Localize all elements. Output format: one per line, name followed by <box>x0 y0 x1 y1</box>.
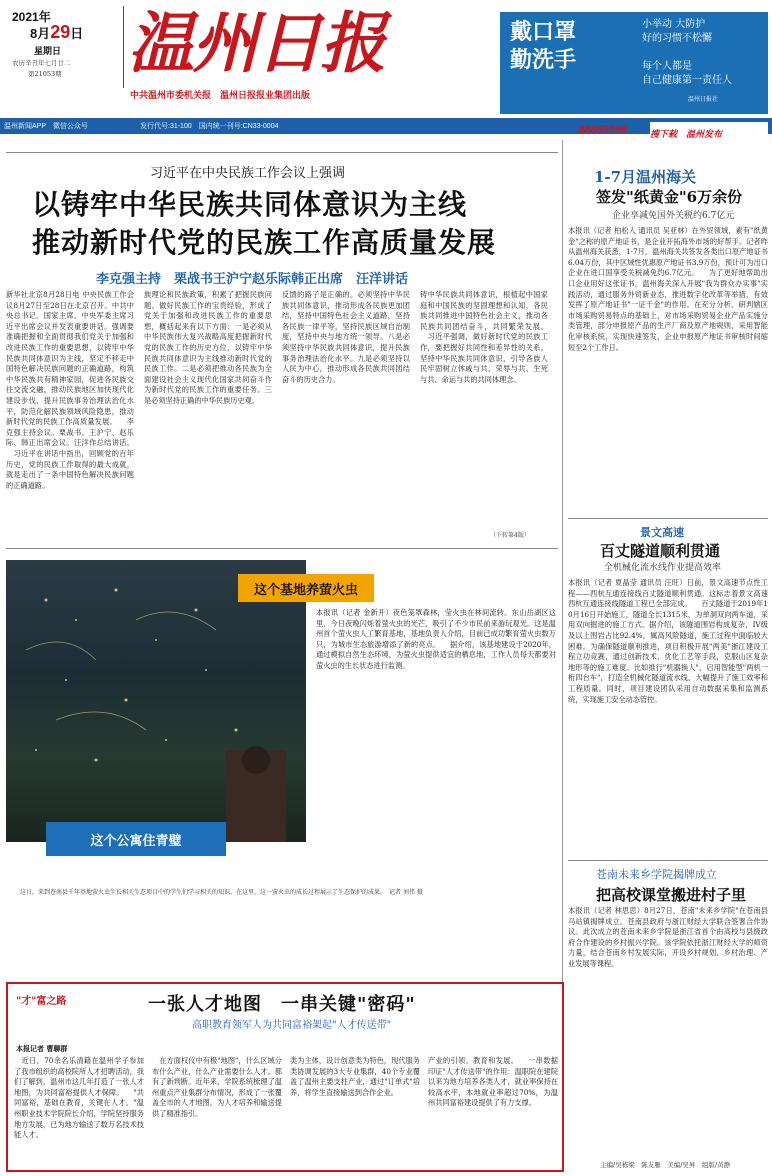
bottom-column-3: 类为主体，设计创意类为特色，现代服务类协调发展的3大专业集群，40个专业覆盖了温州主要支柱产业，通过"订单式"培养，将学生直接输送到合作企业。 <box>290 1056 420 1097</box>
date-year: 2021年 <box>12 10 51 24</box>
section-divider <box>6 548 558 549</box>
section-divider <box>6 152 558 153</box>
right-story-subtitle: 企业享减免国外关税约6.7亿元 <box>612 211 735 221</box>
date-block <box>4 6 124 88</box>
lead-title-2: 推动新时代党的民族工作高质量发展 <box>32 226 497 259</box>
photo-banner <box>238 574 374 602</box>
ad-right-banner <box>650 122 768 138</box>
date-month: 8 <box>30 26 38 41</box>
bottom-column-4: 产业的引领、教育和发展。 一串数据印证"人才传送带"的作用：温职院在建院以来为地方培养各类人才，就业率保持在较高水平，本地就业率超过70%，为温州共同富裕建设提供了有力支撑。 <box>428 1056 558 1108</box>
right-story2-subtitle: 全机械化流水线作业提高效率 <box>604 563 722 573</box>
ad-right-2: 每个人都是 自己健康第一责任人 <box>642 61 732 86</box>
editor-credit: 主编/吴栋梁 陈友雁 美编/吴昇 组版/黄静 <box>600 1161 731 1169</box>
bottom-story-byline: 本报记者 曹聊群 <box>16 1044 68 1053</box>
bottom-story-subtitle: 高职教育领军人为共同富裕架起"人才传送带" <box>192 1020 392 1031</box>
date-lunar: 农历辛丑年七月廿二 <box>12 59 71 67</box>
bottom-column-2: 在方面权仪中有极"地图"，什么区域分布什么产业，什么产业需要什么人才。都有了新判断。近年来，学院系统梳理了温州重点产业集群分布情况，形成了一张覆盖全市的人才地图，为人才培养和输送提供了精准指引。 <box>152 1056 282 1118</box>
ad-box <box>500 12 768 114</box>
bottom-story <box>6 982 564 1172</box>
firefly-photo <box>6 560 306 842</box>
lead-subtitle: 李克强主持 栗战书王沪宁赵乐际韩正出席 汪洋讲话 <box>96 272 409 287</box>
date-week: 星期日 <box>34 47 62 57</box>
right-story3-body: 本报讯（记者 林思思）8月27日，苍南"未来乡学院"在苍南县马站镇揭牌成立。苍南县政府与浙江财经大学联合签署合作协议。此次成立的苍南未来乡学院是浙江省首个由高校与县级政府合作建设的乡村振兴学院。该学院依托浙江财经大学的师资力量，结合苍南乡村发展实际，开设乡村规划、乡村治理、产业发展等课程。 <box>568 906 768 968</box>
right-story3-kicker: 苍南未来乡学院揭牌成立 <box>596 868 717 881</box>
firefly-photo-art <box>6 560 306 842</box>
lead-kicker: 习近平在中央民族工作会议上强调 <box>150 166 346 181</box>
section-divider <box>568 860 768 861</box>
date-month-day: 8月29日 <box>30 22 84 42</box>
right-story3-title: 把高校课堂搬进村子里 <box>596 886 747 904</box>
lead-column-1: 新华社北京8月28日电 中央民族工作会议8月27日至28日在北京召开。中共中央总书记、国家主席、中央军委主席习近平出席会议并发表重要讲话。强调要准确把握和全面贯彻我们党关于加强和改进民族工作的重要思想，以铸牢中华民族共同体意识为主线，坚定不移走中国特色解决民族问题的正确道路，构筑中华民族共有精神家园，促进各民族交往交流交融，推动民族地区加快现代化建设步伐，提升民族事务治理法治化水平，防范化解民族领域风险隐患，推动新时代党的民族工作高质量发展。 李克强主持会议。栗战书、王沪宁、赵乐际、韩正出席会议。汪洋作总结讲话。 习近平在讲话中指出，回顾党的百年历史，党的民族工作取得的最大成就，就是走出了一条中国特色解决民族问题的正确道路。 <box>6 290 134 490</box>
right-story-body: 本报讯（记者 柏松人 通讯员 吴亚林）在外贸领域，素有"纸黄金"之称的原产地证书，是企业开拓海外市场的好帮手。记者昨从温州海关获悉，1-7月，温州海关共签发各类出口原产地证书6.04万份，其中区域性优惠原产地证书3.9万份，预计可为出口企业在进口国享受关税减免约6.7亿元。 为了更好地帮助出口企业用好这张证书，温州海关深入开展"我为群众办实事"实践活动，通过服务外贸新业态，推进数字化改革等举措，有效发挥了原产地证书"一证千金"的作用。在充分分析、研判辖区市场采购贸易特点的基础上，对市场采购贸易企业产品实施分类管理，部分申报原产品的生产厂商及原产地规则，采用智能化审核系统，实现快速签发，企业申报原产地证书审核时间缩短至2个工作日。 <box>568 226 768 352</box>
ad-headline-1: 戴口罩 <box>510 19 577 45</box>
newspaper-logo <box>128 4 446 82</box>
issue-info: 发行代号:31-100 国内统一刊号:CN33-0004 <box>140 123 279 130</box>
app-label: 温州新闻APP 微信公众号 <box>4 123 88 130</box>
lead-column-4: 铸中华民族共同体意识，根植起中国家庭和中国民族的坚固理想和认知，各民族共同推进中国特色社会主义，推动各民族共同团结奋斗，共同繁荣发展。 习近平强调，做好新时代党的民族工作，要把握好共同性和差异性的关系，坚持中华民族共同体意识，引导各族人民牢固树立休戚与共、荣辱与共、生死与共、命运与共的共同体理念。 <box>420 290 548 384</box>
photo-feature <box>6 560 558 849</box>
photo2-banner-text: 这个公寓住青璧 <box>90 833 182 849</box>
bottom-column-1: 近日，70余名乐清籍在温州学子参加了我市组织的高校院所人才招聘活动，我们了解到，温州市这几年打造了一张人才地图，为共同富裕提供人才保障。 "共同富裕，基础在教育，关键在人才。"温州职业技术学院院长介绍，学院坚持服务地方发展，已为地方输送了数万名技术技能人才。 <box>14 1056 144 1140</box>
ad-phone: 88869996 <box>578 124 627 136</box>
lead-title-1: 以铸牢中华民族共同体意识为主线 <box>32 188 468 221</box>
lead-continuation: （下转第4版） <box>490 532 530 539</box>
photo-credit-text: 这日，来到苍南县千年基地萤火虫生长相关生态项目中的学生们学习相关的知识。在这里，这一萤火虫的成长过程展示了生态保护的成果。 记者 刘伟 摄 <box>20 889 423 896</box>
date-issue: 第21053期 <box>28 70 62 78</box>
photo-banner-text: 这个基地养萤火虫 <box>253 582 358 598</box>
right-story-title-2: 签发"纸黄金"6万余份 <box>596 188 743 206</box>
masthead <box>0 0 772 120</box>
lead-body <box>6 290 558 542</box>
logo-text: 温州日报 <box>128 4 384 82</box>
right-story-title-1: 1-7月温州海关 <box>594 168 697 186</box>
lead-column-3: 反馈的路子是正确的。必须坚持中华民族共同体意识，推动形成各民族更加团结，坚持中国特色社会主义道路，坚持各民族一律平等，坚持民族区域自治制度，坚持中央与地方统一领导。八是必须坚持中华民族共同体意识，提升民族事务治理法治化水平。九是必须坚持以人民为中心，推动形成各民族共同团结奋斗的历史合力。 <box>282 290 410 384</box>
bottom-story-body <box>14 1056 560 1168</box>
bottom-story-title: 一张人才地图 一串关键"密码" <box>148 994 416 1015</box>
right-story2-title: 百丈隧道顺利贯通 <box>600 542 721 560</box>
ad-headline-2: 勤洗手 <box>510 47 577 73</box>
right-story2-body: 本报讯（记者 夏晶莹 通讯员 汪旺）日前，景文高速节点性工程——西杭互通连接线百丈隧道顺利贯通。这标志着景文高速西杭互通连接线隧道工程已全部完成。 百丈隧道于2019年10月16日开始施工，隧道全长1315米，为单洞双向两车道，采用双向掘进的施工方式。据介绍，该隧道围岩构成复杂，IV级及以上围岩占比92.4%，属高风险隧道，施工过程中面临较大困难。为确保隧道顺利推进，项目积极开展"两美"浙江建设工程立功竞赛，通过创新技术、优化工艺等手段，克服山区复杂地形等的施工难度。比如推行"机器换人"，启用智能型"两机一桁四台车"，打造全机械化隧道流水线，大幅提升了施工效率和工程质量。同时，项目建设团队采用自动数据采集和监测系统，实现施工安全动态管控。 <box>568 578 768 704</box>
section-divider <box>568 518 768 519</box>
ad-right-1: 小举动 大防护 好的习惯不松懈 <box>642 19 712 44</box>
ad-org: 温州日报社 <box>688 96 719 103</box>
ad-right-banner-text: 搜下载 温州发布 <box>650 130 723 140</box>
photo-story-text: 本报讯（记者 金新开）夜色笼罩森林，莹火虫在林间流转。东山岳湖区这里，今日夜晚闪烁着萤火虫的光芒，吸引了不少市民前来游玩观光。这是温州首个萤火虫人工繁育基地，基地负责人介绍，目前已成功繁育萤火虫数万只，为城市生态旅游增添了新的亮点。 据介绍，该基地建设于2020年，通过模拟自然生态环境，为萤火虫提供适宜的栖息地，工作人员每天都要对萤火虫的生长状态进行监测。 <box>316 608 556 670</box>
right-story2-kicker: 景文高速 <box>640 526 684 539</box>
photo2-banner <box>46 822 226 856</box>
photo-credit <box>20 888 556 918</box>
lead-column-2: 族理论和民族政策，积累了把握民族问题、做好民族工作的宝贵经验，形成了党关于加强和改进民族工作的重要思想，概括起来有以下方面：一是必须从中华民族伟大复兴战略高度把握新时代党的民族工作的历史方位，以铸牢中华民族共同体意识为主线推动新时代党的民族工作。二是必须把推动各民族为全面建设社会主义现代化国家共同奋斗作为新时代党的民族工作的重要任务。三是必须坚持正确的中华民族历史观。 <box>144 290 272 405</box>
sponsor-line: 中共温州市委机关报 温州日报报业集团出版 <box>130 91 311 101</box>
bottom-story-logo: "才"富之路 <box>16 996 67 1007</box>
date-day: 29 <box>50 22 71 42</box>
